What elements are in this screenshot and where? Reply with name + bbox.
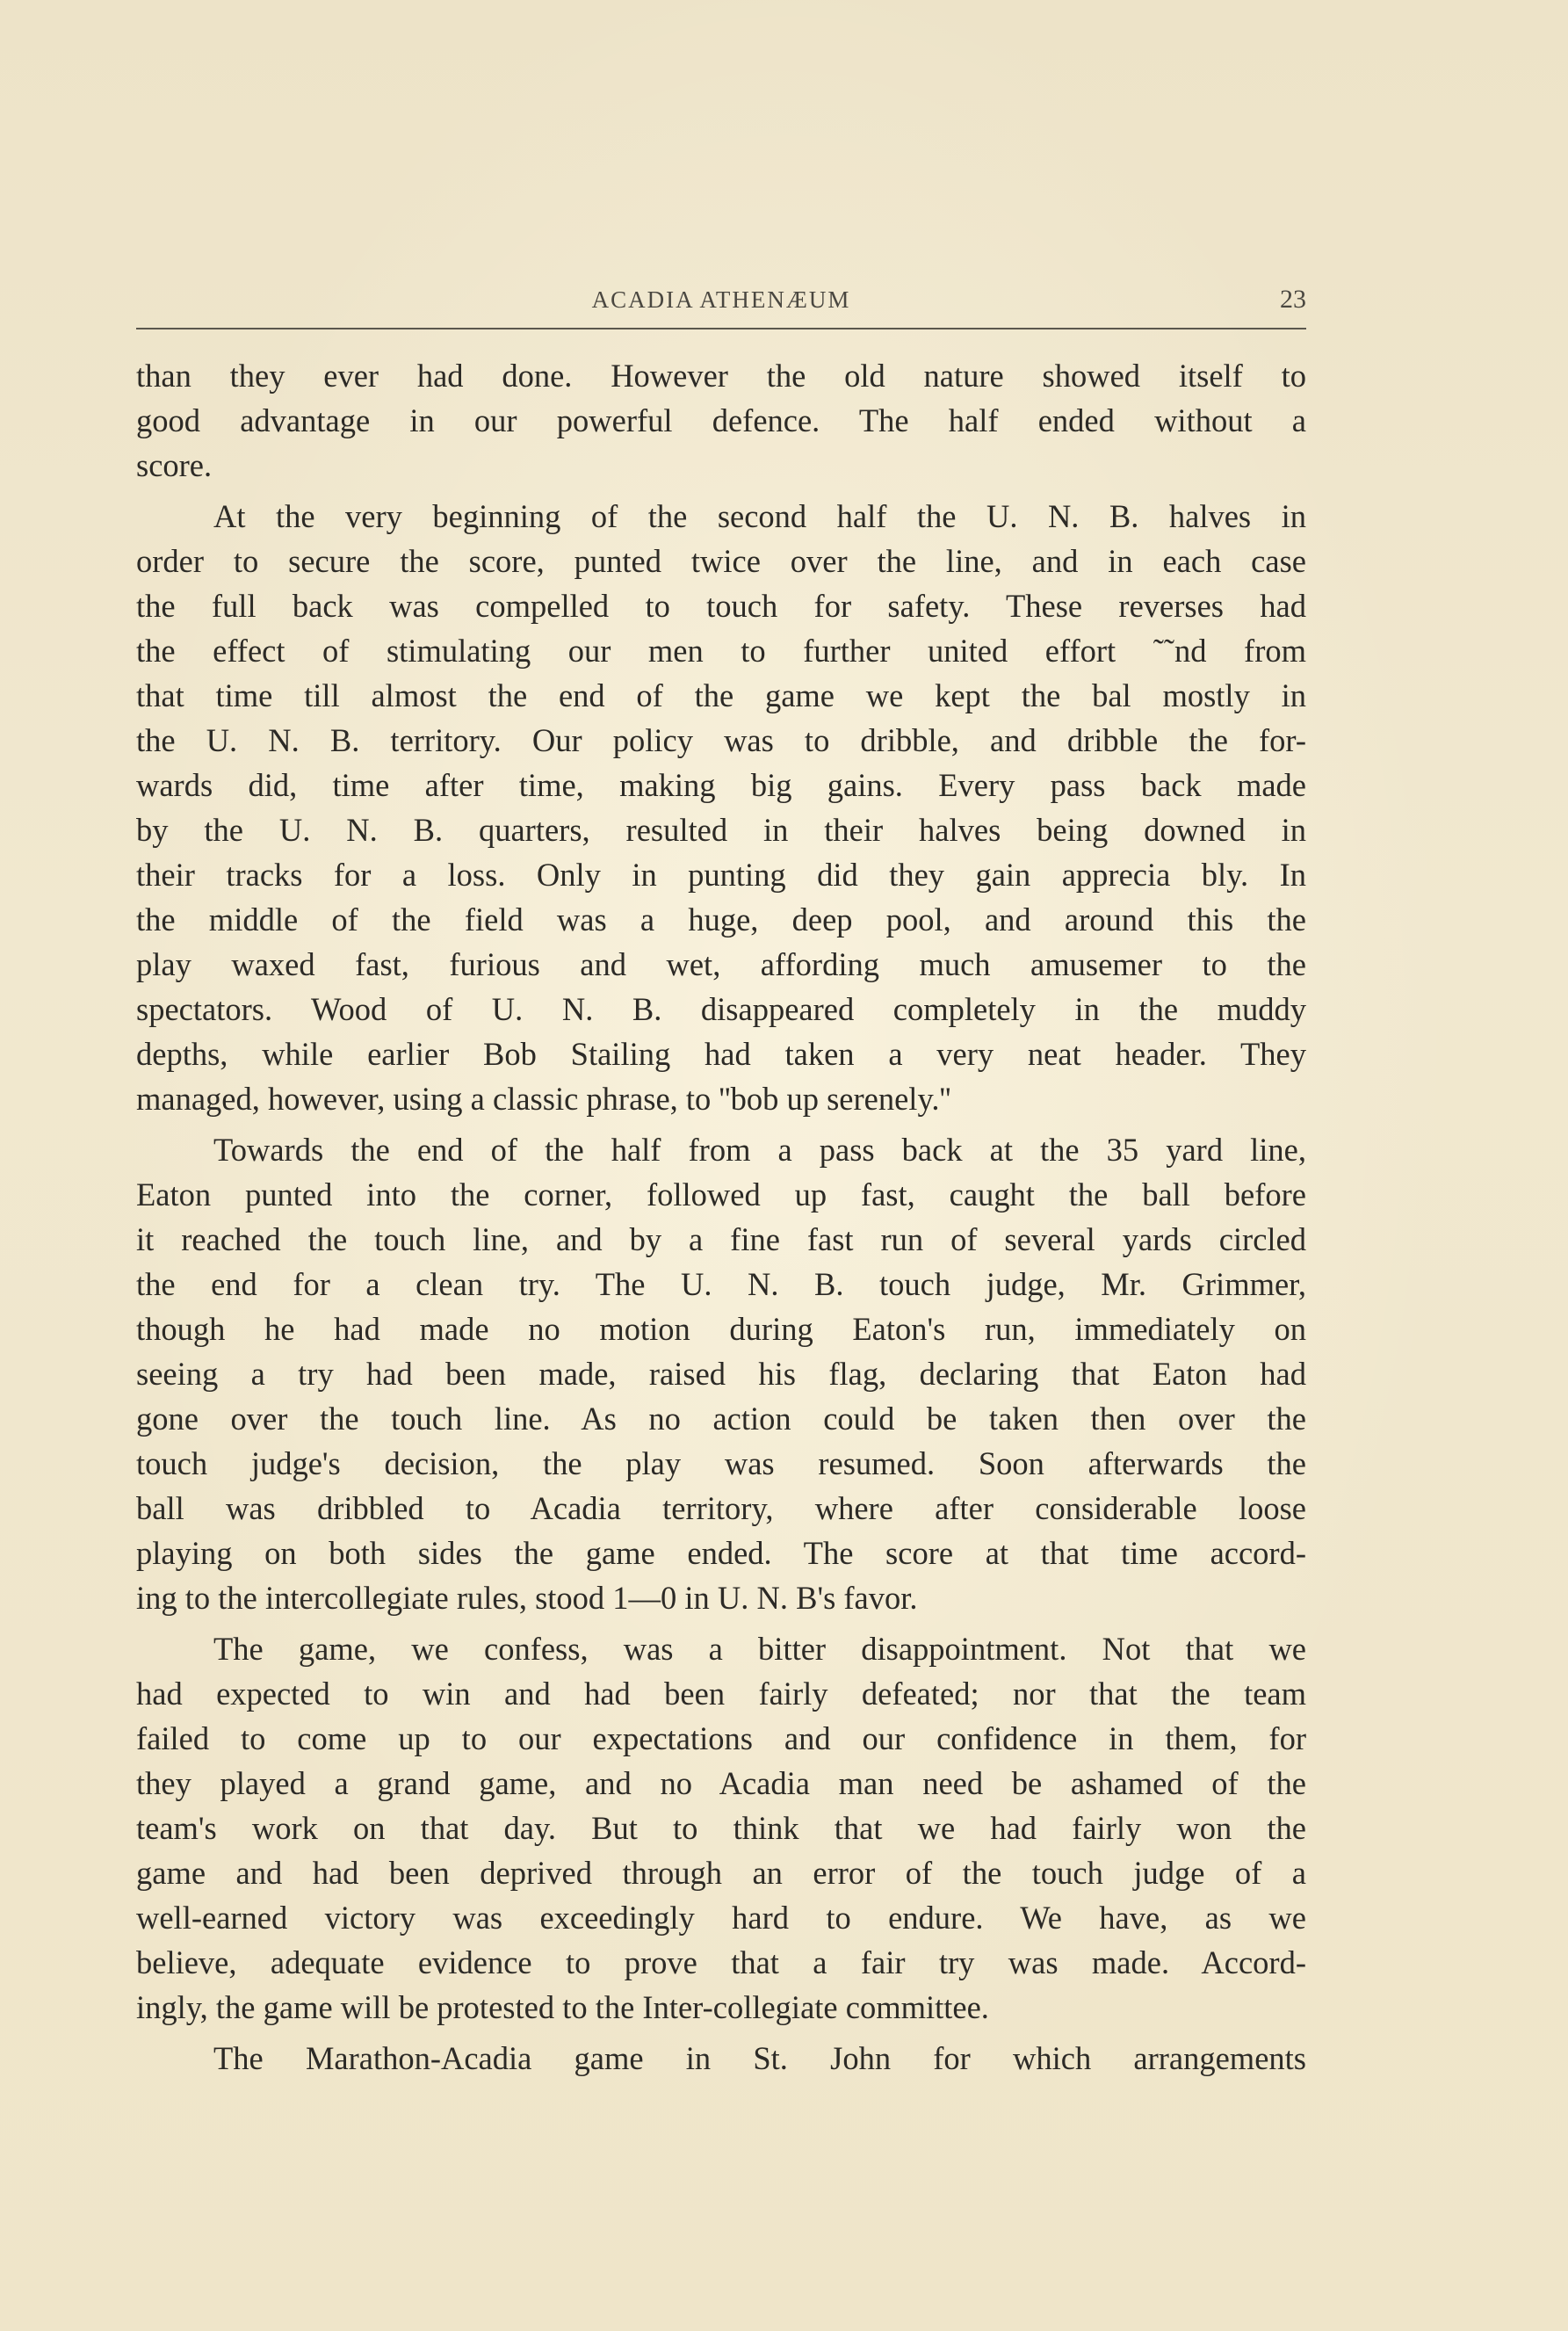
text-line: failed to come up to our expectations and our confidence in them, for [136,1720,1306,1756]
text-line: Towards the end of the half from a pass back at the 35 yard line, [213,1132,1306,1168]
text-line: wards did, time after time, making big gains. Every pass back made [136,767,1306,803]
text-line: the end for a clean try. The U. N. B. touch judge, Mr. Grimmer, [136,1266,1306,1302]
text-line: though he had made no motion during Eaton's run, immediately on [136,1311,1306,1347]
text-line: the U. N. B. territory. Our policy was to dribble, and dribble the for- [136,722,1306,758]
text-line: order to secure the score, punted twice over the line, and in each case [136,543,1306,579]
text-line: the middle of the field was a huge, deep pool, and around this the [136,901,1306,937]
paragraph [136,353,1306,488]
text-line: the full back was compelled to touch for safety. These reverses had [136,588,1306,624]
text-line: that time till almost the end of the game we kept the bal mostly in [136,677,1306,713]
text-line: score. [136,447,213,483]
text-line: it reached the touch line, and by a fine fast run of several yards circled [136,1221,1306,1257]
text-line: The game, we confess, was a bitter disappointment. Not that we [213,1631,1306,1667]
text-line: than they ever had done. However the old nature showed itself to [136,358,1306,394]
text-line: The Marathon-Acadia game in St. John for which arrangements [213,2040,1306,2076]
text-line: ball was dribbled to Acadia territory, where after considerable loose [136,1490,1306,1526]
text-line: their tracks for a loss. Only in punting did they gain apprecia bly. In [136,857,1306,893]
text-line: gone over the touch line. As no action could be taken then over the [136,1401,1306,1437]
text-line: had expected to win and had been fairly defeated; nor that the team [136,1676,1306,1712]
text-line: they played a grand game, and no Acadia man need be ashamed of the [136,1765,1306,1801]
text-line: game and had been deprived through an error of the touch judge of a [136,1855,1306,1891]
page-number: 23 [1280,285,1306,314]
page-header [136,279,1306,332]
running-title: ACADIA ATHENÆUM [591,286,851,313]
text-line: Eaton punted into the corner, followed up fast, caught the ball before [136,1176,1306,1213]
text-line: ingly, the game will be protested to the Inter-collegiate committee. [136,1989,989,2025]
text-line: the effect of stimulating our men to further united effort ˜˜nd from [136,633,1306,669]
text-line: ing to the intercollegiate rules, stood 1—0 in U. N. B's favor. [136,1580,918,1616]
text-line: team's work on that day. But to think that we had fairly won the [136,1810,1306,1846]
text-line: well-earned victory was exceedingly hard to endure. We have, as we [136,1900,1306,1936]
text-line: good advantage in our powerful defence. The half ended without a [136,402,1306,438]
text-line: seeing a try had been made, raised his flag, declaring that Eaton had [136,1356,1306,1392]
body-text [136,353,1306,2087]
text-line: by the U. N. B. quarters, resulted in their halves being downed in [136,812,1306,848]
paragraph [136,1626,1306,2030]
text-line: playing on both sides the game ended. The score at that time accord- [136,1535,1306,1571]
text-line: managed, however, using a classic phrase, to ''bob up serenely.'' [136,1081,951,1117]
text-line: depths, while earlier Bob Stailing had taken a very neat header. They [136,1036,1306,1072]
paragraph [136,1127,1306,1620]
text-line: At the very beginning of the second half the U. N. B. halves in [213,498,1306,534]
header-rule [136,328,1306,329]
text-line: play waxed fast, furious and wet, affording much amusemer to the [136,946,1306,982]
paragraph [136,494,1306,1121]
text-line: touch judge's decision, the play was resumed. Soon afterwards the [136,1445,1306,1481]
text-line: believe, adequate evidence to prove that a fair try was made. Accord- [136,1944,1306,1980]
text-line: spectators. Wood of U. N. B. disappeared completely in the muddy [136,991,1306,1027]
paragraph [136,2036,1306,2081]
